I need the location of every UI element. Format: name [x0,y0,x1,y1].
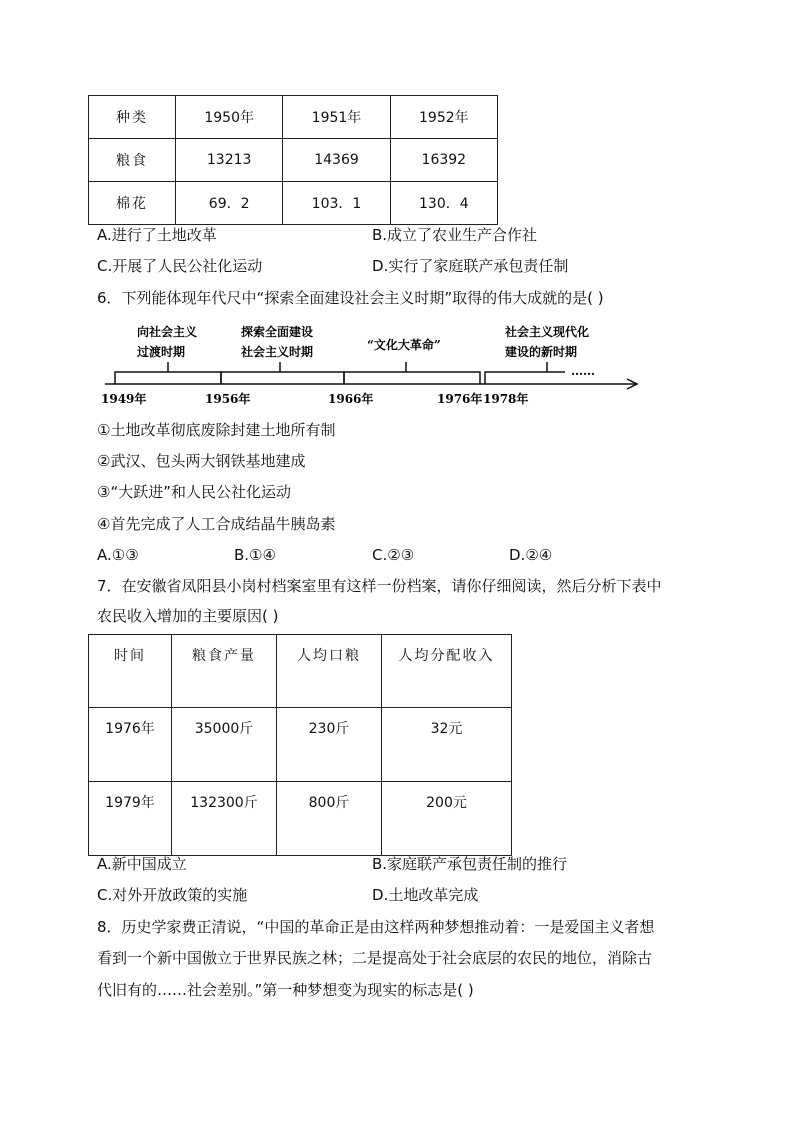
table-header-cell: 人均分配收入 [382,635,512,708]
q6-option-d[interactable]: D.②④ [509,546,553,564]
q5-option-d[interactable]: D.实行了家庭联产承包责任制 [372,257,569,275]
table-header-cell: 时间 [89,635,172,708]
table-cell: 200元 [382,782,512,856]
table-row [89,182,498,225]
table-cell: 103．1 [283,182,390,225]
q7-option-a[interactable]: A.新中国成立 [97,855,187,873]
timeline-bracket [115,372,221,384]
table-header-cell: 人均口粮 [277,635,382,708]
table-cell: 230斤 [277,708,382,782]
period-label: “文化大革命” [367,338,441,352]
table-cell: 1979年 [89,782,172,856]
table-header-row [89,635,512,708]
table-cell: 130．4 [390,182,497,225]
timeline-diagram [95,318,655,410]
period-label: 过渡时期 [137,345,186,359]
period-label: 向社会主义 [137,325,198,339]
table-cell: 800斤 [277,782,382,856]
q5-option-a[interactable]: A.进行了土地改革 [97,226,217,244]
q6-option-c[interactable]: C.②③ [372,546,415,564]
timeline-bracket [485,372,565,384]
timeline-ellipsis: …… [571,364,595,378]
year-label: 1976年 [437,392,483,406]
table-cell: 32元 [382,708,512,782]
q7-stem-line1: 7．在安徽省凤阳县小岗村档案室里有这样一份档案，请你仔细阅读，然后分析下表中 [97,577,662,595]
production-table [88,95,498,225]
q7-option-c[interactable]: C.对外开放政策的实施 [97,886,248,904]
table-header-cell: 1952年 [390,96,497,139]
timeline-bracket [221,372,344,384]
q8-line2: 看到一个新中国傲立于世界民族之林；二是提高处于社会底层的农民的地位，消除古 [97,949,653,967]
q7-option-b[interactable]: B.家庭联产承包责任制的推行 [372,855,568,873]
table-cell: 13213 [176,139,283,182]
table-header-row [89,96,498,139]
q5-option-b[interactable]: B.成立了农业生产合作社 [372,226,538,244]
period-label: 社会主义现代化 [505,325,590,339]
year-label: 1956年 [205,392,251,406]
period-label: 探索全面建设 [241,325,314,339]
table-cell: 132300斤 [172,782,277,856]
q6-stem: 6．下列能体现年代尺中“探索全面建设社会主义时期”取得的伟大成就的是( ) [97,289,604,307]
table-cell: 16392 [390,139,497,182]
table-row [89,782,512,856]
xiaogang-archive-table [88,634,512,856]
q6-item-1: ①土地改革彻底废除封建土地所有制 [97,421,336,439]
q6-item-3: ③“大跃进”和人民公社化运动 [97,483,291,501]
table-cell: 棉花 [89,182,176,225]
period-label: 建设的新时期 [505,345,578,359]
period-label: 社会主义时期 [241,345,314,359]
year-label: 1949年 [101,392,147,406]
year-label: 1966年 [328,392,374,406]
q8-line1: 8．历史学家费正清说，“中国的革命正是由这样两种梦想推动着：一是爱国主义者想 [97,918,655,936]
table-cell: 35000斤 [172,708,277,782]
table-header-cell: 1951年 [283,96,390,139]
q6-item-4: ④首先完成了人工合成结晶牛胰岛素 [97,515,336,533]
q7-stem-line2: 农民收入增加的主要原因( ) [97,607,279,625]
table-header-cell: 种类 [89,96,176,139]
table-cell: 1976年 [89,708,172,782]
table-cell: 14369 [283,139,390,182]
q8-line3: 代旧有的……社会差别。”第一种梦想变为现实的标志是( ) [97,981,474,999]
q7-option-d[interactable]: D.土地改革完成 [372,886,479,904]
table-cell: 69．2 [176,182,283,225]
table-row [89,708,512,782]
q6-option-b[interactable]: B.①④ [234,546,276,564]
timeline-bracket [344,372,480,384]
table-cell: 粮食 [89,139,176,182]
table-header-cell: 粮食产量 [172,635,277,708]
q5-option-c[interactable]: C.开展了人民公社化运动 [97,257,263,275]
year-label: 1978年 [483,392,529,406]
q6-option-a[interactable]: A.①③ [97,546,139,564]
table-row [89,139,498,182]
table-header-cell: 1950年 [176,96,283,139]
q6-item-2: ②武汉、包头两大钢铁基地建成 [97,452,306,470]
